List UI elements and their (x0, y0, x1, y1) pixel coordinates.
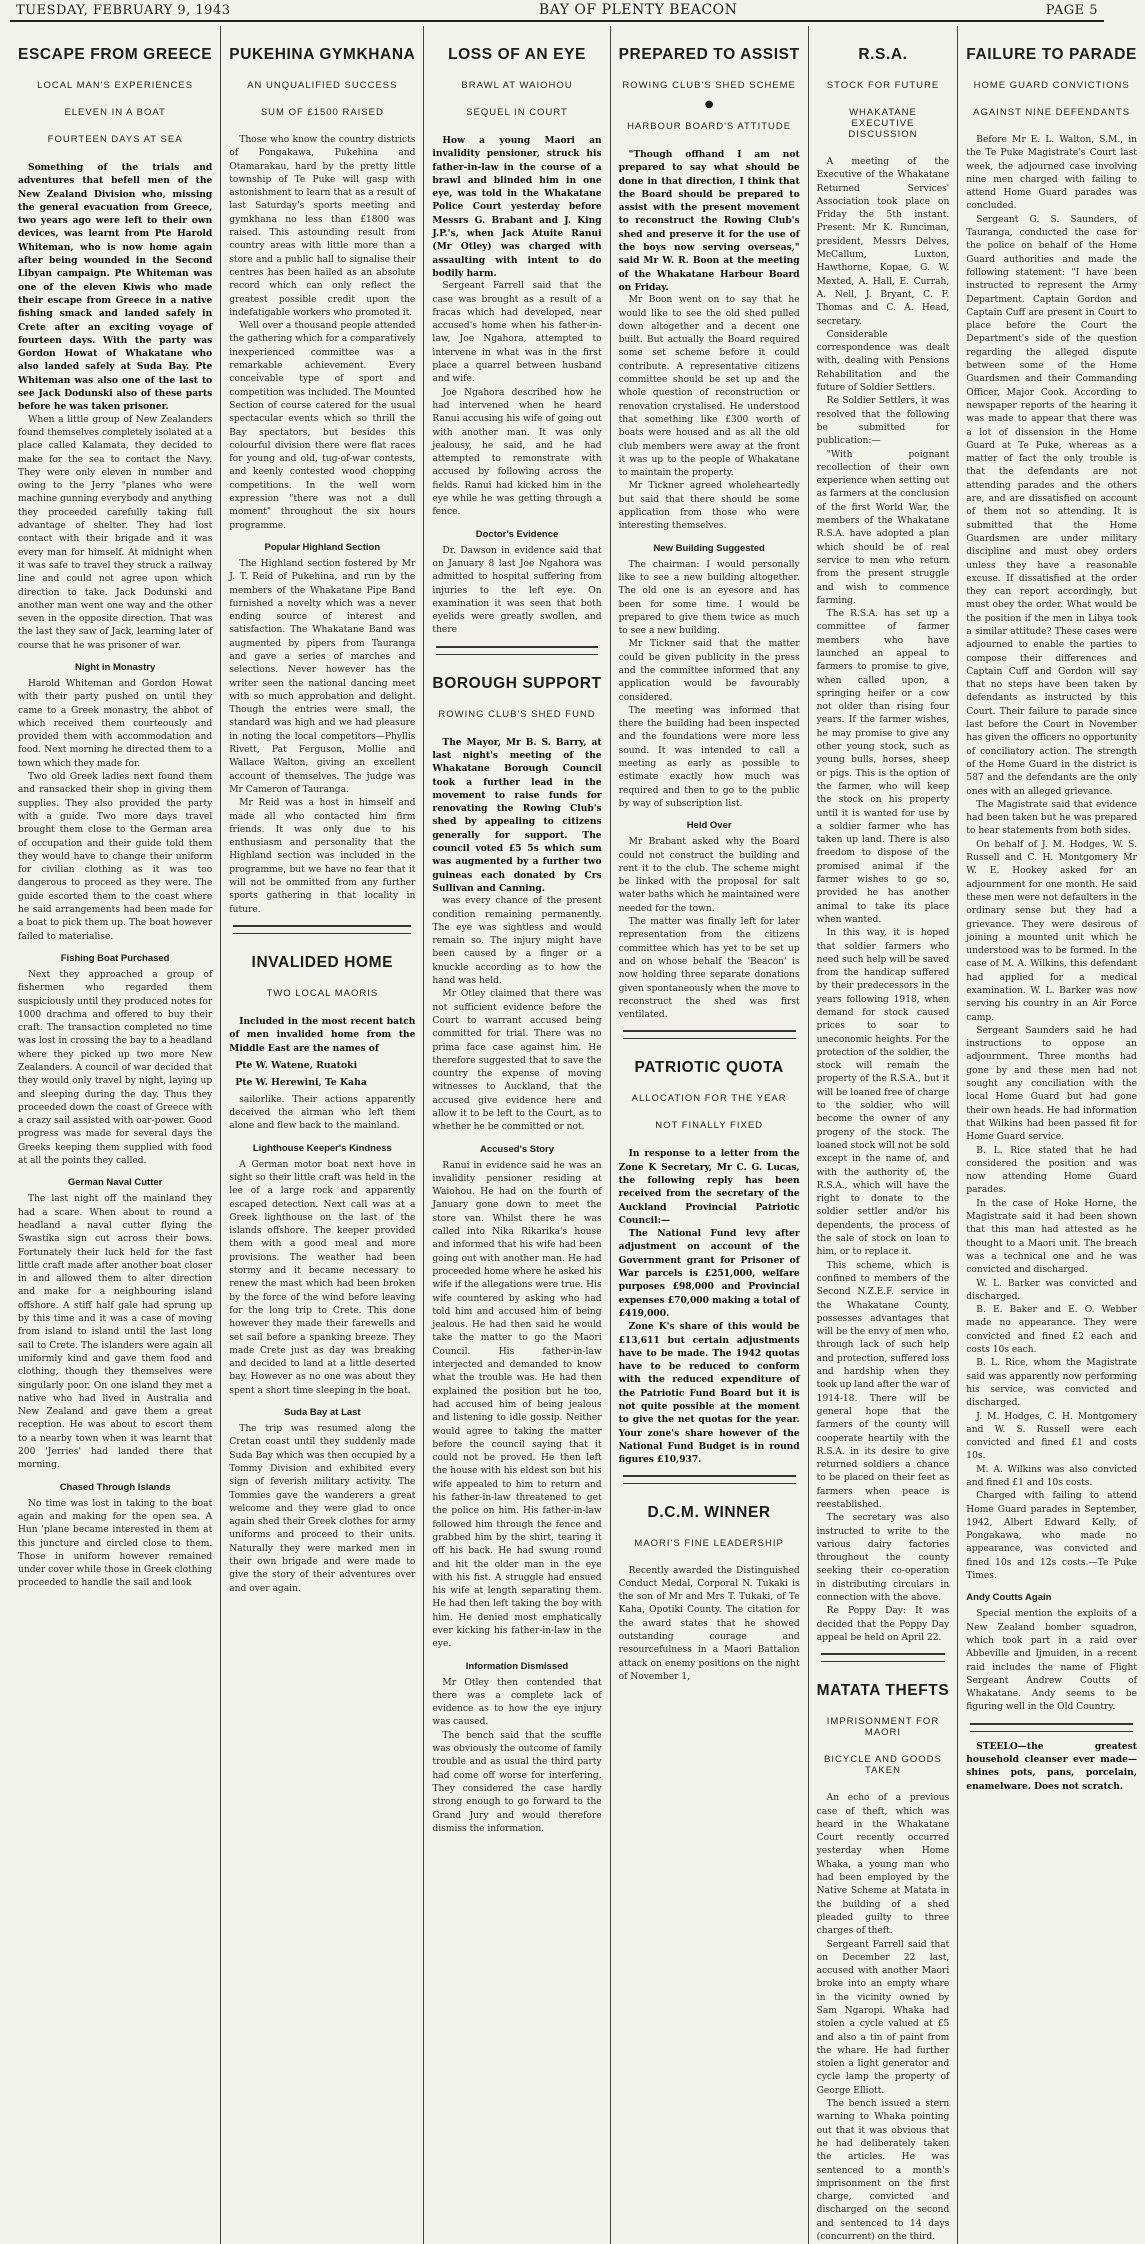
advertisement: STEELO—the greatest household cleanser ever made—shines pots, pans, porcelain, enamelware. Does not scratch. (966, 1740, 1137, 1792)
paragraph: Those who know the country districts of Pongakawa, Pukehina and Otamarakau, hard by the pretty little township of Te Puke will gasp with astonishment to learn that as a result of last Saturday's sports meeting and gymkhana no less than £1800 was raised. This astounding result from country areas with little more than a store and a public hall to signalise their centres has been hailed as an absolute record which can only reflect the greatest possible credit upon the indefatigable workers who promoted it. (229, 135, 416, 318)
paragraph: The trip was resumed along the Cretan coast until they suddenly made Suda Bay which was then occupied by a Tommy Division and exhibited every sign of feverish military activity. The Tommies gave the wanderers a great welcome and they were glad to once again shed their Greek clothes for army uniforms and proceed to their units. Naturally they were marked men in their own brigade and were made to give the story of their adventures over and over again. (229, 1424, 416, 1594)
paragraph: Mr Otley then contended that there was a complete lack of evidence as to how the eye injury was caused. (432, 1677, 602, 1728)
page-number: PAGE 5 (1045, 3, 1098, 18)
subhead: WHAKATANE EXECUTIVE DISCUSSION (848, 107, 918, 140)
divider-rule (436, 646, 597, 655)
subhead: ROWING CLUB'S SHED FUND (438, 708, 596, 720)
paragraph: Charged with failing to attend Home Guard parades in September, 1942, Albert Edward Kelly, of Pongakawa, who made no appearance, was convicted and fined 10s and 12s costs.—Te Puke Times. (966, 1491, 1137, 1582)
subhead: HOME GUARD CONVICTIONS (973, 80, 1130, 91)
subhead: ELEVEN IN A BOAT (64, 107, 166, 118)
headline-borough-support: BOROUGH SUPPORT (432, 674, 602, 692)
section-heading: Lighthouse Keeper's Kindness (252, 1142, 392, 1154)
paragraph: Sergeant Farrell said that the case was brought as a result of a fracas which had developed, near accused's home when his father-in-law, Joe Ngahora, attempted to intervene in what was in the first place a quarrel between husband and wife. (432, 281, 602, 385)
paragraph: A meeting of the Executive of the Whakatane Returned Services' Association took place on Friday the 5th instant. Present: Mr K. Runciman, president, Messrs Delves, McCallum, Luxton, Hawthorne, Kopae, G. W. Mexted, A. Hall, E. Currah, A. Nell, J. Bryant, C. F. Thomas and C. A. Head, secretary. (816, 157, 950, 327)
issue-date: TUESDAY, FEBRUARY 9, 1943 (16, 3, 231, 18)
section-heading: Accused's Story (479, 1143, 555, 1155)
paragraph: In this way, it is hoped that soldier farmers who need such help will be saved from the handicap suffered by their predecessors in the years following 1918, when demand for stock caused prices to soar to uneconomic heights. For the protection of the soldier, the stock will remain the property of the R.S.A., but it will be loaned free of charge to the soldier, who will become the owner of any progeny of the stock. The loaned stock will not be sold except in the name of, and with the authority of, the R.S.A., which will have the right to donate to the soldier settler and/or his dependents, the process of the sale of stock on loan to him, or to replace it. (816, 928, 950, 1258)
subhead: LOCAL MAN'S EXPERIENCES (37, 80, 194, 91)
article-lead: Zone K's share of this would be £13,611 but certain adjustments have to be made. The 1942 quotas have to be reduced to conform with the reduced expenditure of the Patriotic Fund Board but it is not quite possible at the moment to give the net quotas for the year. Your zone's share however of the National Fund Budget is in round figures £10,937. (618, 1321, 800, 1466)
paragraph: M. A. Wilkins was also convicted and fined £1 and 10s costs. (966, 1464, 1137, 1488)
paragraph: was every chance of the present condition remaining permanently. The eye was sightless and would remain so. The injury might have been caused by a finger or a knuckle according as to how the hand was held. (432, 896, 602, 987)
divider-rule (623, 1030, 796, 1039)
section-heading: Night in Monastry (75, 661, 156, 673)
subhead: IMPRISONMENT FOR MAORI (826, 1716, 940, 1739)
paragraph: B. L. Rice stated that he had considered the position and was now attending Home Guard parades. (966, 1145, 1137, 1196)
paragraph: When a little group of New Zealanders found themselves completely isolated at a place called Kalamata, they decided to make for the sea to contact the Navy. They were only eleven in number and owing to the Jerry "planes who were machine gunning everybody and anything they proceeded carefully taking full advantage of shelter. They had lost contact with their brigade and it was every man for himself. At midnight when it was safe to travel they struck a railway line and could not agree upon which direction to take. Jack Dodunski and another man went one way and the other seven in the opposite direction. That was the last they saw of Jack, learning later of course that he was prisoner of war. (18, 414, 213, 651)
section-heading: Held Over (686, 820, 732, 832)
article-lead: Something of the trials and adventures that befell men of the New Zealand Division who, missing the general evacuation from Greece, two years ago were left to their own devices, was learnt from Pte Harold Whiteman, who is now home again after being wounded in the Second Libyan campaign. Pte Whiteman was one of the eleven Kiwis who made their escape from Greece in a native fishing smack and landed safely in Crete after an exciting voyage of fourteen days. With the party was Gordon Howat of Whakatane who also landed safely at Suda Bay. Pte Whiteman was also one of the last to see Jack Dodunski also of these parts before he was taken prisoner. (18, 162, 213, 413)
paragraph: Sergeant G. S. Saunders, of Tauranga, conducted the case for the police on behalf of the Home Guard authorities and made the following statement: "I have been instructed to represent the Army Department. Captain Gordon and Captain Cuff are present in Court to place before the Court the Department's side of the question regarding the alleged dispute between some of the Home Guardsmen and their Commanding Officer, Major Cook. According to newspaper reports of the hearing it was made to appear that there was a lot of dissension in the Home Guard at Te Puke, whereas as a matter of fact the only trouble is that the defendants are not attending parades and the others are, and are dissatisfied on account of them not so attending. It is submitted that the Home Guardsmen are under military discipline and must obey orders unless they have a reasonable excuse. If dissatisfied at the order they can report accordingly, but must obey the order. What would be the position if the men in Libya took a similar attitude? These cases were adjourned to enable the parties to compose their differences and Captain Cuff and Gordon will say that no steps have been taken by defendants as instructed by this Court. Their failure to parade since last before the Court in November has given the officers no opportunity of conciliatory action. The strength of the Home Guard in the district is 587 and the defendants are the only ones with an alleged grievance. (966, 214, 1137, 797)
section-heading: Fishing Boat Purchased (60, 952, 170, 964)
article-lead: Included in the most recent batch of men invalided home from the Middle East are the names of (229, 1015, 416, 1054)
paragraph: "With poignant recollection of their own experience when setting out as farmers at the conclusion of the first World War, the members of the Whakatane R.S.A. have adopted a plan which should be of real service to men who return from the present struggle and wish to commence farming. (816, 449, 950, 606)
paragraph: Two old Greek ladies next found them and ransacked their shop in giving them supplies. They also provided the party with a guide. Two more days travel brought them close to the German area of occupation and their guide told them they would have to change their uniform for civilian clothing as it was too dangerous to proceed as they were. The guide escorted them to the coast where he said arrangements had been made for a boat to pick them up. The boat however failed to materialise. (18, 772, 213, 942)
name-line: Pte W. Watene, Ruatoki (235, 1059, 358, 1071)
subhead: NOT FINALLY FIXED (655, 1120, 764, 1132)
paragraph: Sergeant Saunders said he had instructions to oppose an adjournment. Three months had gone by and these men had not sought any conciliation with the local Home Guard but had gone their own heads. He had information that Wilkins had been passed fit for Home Guard service. (966, 1025, 1137, 1143)
paragraph: Joe Ngahora described how he had intervened when he heard Ranui accusing his wife of going out with another man. It was only jealousy, he said, and he had attempted to remonstrate with accused by following across the fields. Ranui had kicked him in the eye while he was getting through a fence. (432, 387, 602, 518)
paragraph: The last night off the mainland they had a scare. When about to round a headland a naval cutter flying the Swastika sign cut across their bows. Fortunately their luck held for the fast little craft made after another boat closer in and allowed them to alter direction and make for a neighbouring island offshore. A stiff half gale had sprung up by this time and it was a case of moving from island to island until the last long sail to Crete. The islanders were again all uniformly kind and gave them food and clothing, though they themselves were singularly poor. On one island they met a native who had lived in Australia and New Zealand and gave them a great reception. He was about to escort them to a nearby town when it was learnt that 200 'Jerries' had landed there that morning. (18, 1194, 213, 1471)
section-heading: Chased Through Islands (59, 1481, 171, 1493)
section-heading: New Building Suggested (653, 542, 765, 554)
divider-rule (970, 1723, 1133, 1732)
paragraph: The Magistrate said that evidence had been taken but he was prepared to hear statements from both sides. (966, 799, 1137, 837)
headline-rsa: R.S.A. (858, 46, 908, 63)
section-heading: German Naval Cutter (67, 1177, 163, 1189)
subhead: MAORI'S FINE LEADERSHIP (634, 1537, 784, 1549)
article-lead: The National Fund levy after adjustment on account of the Government grant for Prisoner of War parcels is £251,000, welfare purposes £98,000 and Provincial expenses £70,000 making a total of £419,000. (618, 1228, 800, 1319)
name-line: Pte W. Herewini, Te Kaha (235, 1077, 367, 1089)
subhead: AGAINST NINE DEFENDANTS (973, 107, 1131, 118)
paragraph: Recently awarded the Distinguished Conduct Medal, Corporal N. Tukaki is the son of Mr and Mrs T. Tukaki, of Te Kaha, Opotiki County. The citation for the award states that he showed outstanding courage and resourcefulness in a Maori Battalion attack on enemy positions on the night of November 1, (618, 1565, 800, 1682)
subhead: STOCK FOR FUTURE (826, 80, 940, 91)
divider-rule (233, 925, 411, 934)
column-4 (611, 26, 809, 2244)
subhead: TWO LOCAL MAORIS (266, 987, 379, 999)
paragraph: Mr Tickner agreed wholeheartedly but said that there should be some application from those who were interesting themselves. (618, 481, 800, 532)
subhead: SUM OF £1500 RAISED (260, 107, 384, 118)
paragraph: B. L. Rice, whom the Magistrate said was apparently now performing his service, was convicted and discharged. (966, 1358, 1137, 1409)
column-2 (221, 26, 424, 2244)
paragraph: Mr Brabant asked why the Board could not construct the building and rent it to the club. The scheme might be linked with the proposal for salt water baths which he maintained were needed for the town. (618, 837, 800, 914)
paragraph: In the case of Hoke Horne, the Magistrate said it had been shown that this man had attested as he thought to a Maori unit. The breach was a technical one and he was convicted and discharged. (966, 1198, 1137, 1276)
paragraph: Re Soldier Settlers, it was resolved that the following be submitted for publication:— (816, 396, 950, 447)
paragraph: The chairman: I would personally like to see a new building altogether. The old one is an eyesore and has been for some time. I would be prepared to give them twice as much to see a new building. (618, 559, 800, 637)
subhead: AN UNQUALIFIED SUCCESS (247, 80, 398, 91)
paragraph: Re Poppy Day: It was decided that the Poppy Day appeal be held on April 22. (816, 1606, 950, 1643)
headline-loss-of-an-eye: LOSS OF AN EYE (448, 46, 586, 63)
headline-prepared-to-assist: PREPARED TO ASSIST (618, 46, 800, 63)
paragraph: Well over a thousand people attended the gathering which for a comparatively inexperienced committee was a remarkable achievement. Every conceivable type of sport and competition was included. The Mounted Section of course catered for the usual spectacular events which so thrill the Bay spectators, but besides this colourful division there were flat races for young and old, tug-of-war contests, and keenly contested wood chopping competitions. In the well worn expression "there was not a dull moment" throughout the six hours programme. (229, 321, 416, 531)
section-heading: Andy Coutts Again (966, 1592, 1052, 1604)
paragraph: J. M. Hodges, C. H. Montgomery and W. S. Russell were each convicted and fined £1 and costs 10s. (966, 1411, 1137, 1462)
section-heading: Popular Highland Section (264, 541, 381, 553)
column-3 (424, 26, 610, 2244)
paragraph: A German motor boat next hove in sight so their little craft was held in the lee of a large rock and apparently escaped detection. Next call was at a Greek lighthouse on the last of the islands offshore. The keeper provided them with a good meal and more provisions. The weather had been stormy and it became necessary to renew the mast which had been broken by the force of the wind before leaving for the long trip to Crete. This done however they made their farewells and set sail before a spanking breeze. They made Crete just as day was breaking and decided to land at a little deserted bay. However as no one was about they spent a short time sleeping in the boat. (229, 1159, 416, 1396)
headline-invalided-home: INVALIDED HOME (251, 953, 394, 971)
paragraph: The bench said that the scuffle was obviously the outcome of family trouble and as usual the third party had come off worse for interfering. They considered the case hardly strong enough to go forward to the Grand Jury and would therefore dismiss the information. (432, 1730, 602, 1834)
paragraph: Dr. Dawson in evidence said that on January 8 last Joe Ngahora was admitted to hospital suffering from injuries to the left eye. On examination it was seen that both eyelids were greatly swollen, and there (432, 545, 602, 636)
paragraph: The bench issued a stern warning to Whaka pointing out that it was obvious that he had deliberately taken the articles. He was sentenced to a month's imprisonment on the first charge, convicted and discharged on the second and sentenced to 14 days (concurrent) on the third. (816, 2099, 950, 2243)
paragraph: Mr Tickner said that the matter could be given publicity in the press and the committee informed that any application would be favourably considered. (618, 639, 800, 703)
subhead: HARBOUR BOARD'S ATTITUDE (627, 121, 792, 132)
paragraph: Considerable correspondence was dealt with, dealing with Pensions Rehabilitation and the future of Soldier Settlers. (816, 329, 950, 394)
column-6 (958, 26, 1145, 2244)
masthead (10, 0, 1104, 22)
columns (10, 26, 1137, 2243)
paragraph: No time was lost in taking to the boat again and making for the open sea. A Hun 'plane became interested in them at this juncture and circled close to them. Those in uniform however remained under cover while those in Greek clothing proceeded to handle the sail and look (18, 1498, 213, 1589)
ornament-icon: ● (704, 99, 714, 110)
paragraph: The Highland section fostered by Mr J. T. Reid of Pukehina, and run by the members of the Whakatane Pipe Band furnished a novelty which was a never ending source of interest and satisfaction. The Whakatane Band was augmented by pipers from Tauranga and gave a series of marches and selections. Never however has the writer seen the national dancing meet with so much approbation and delight. Though the entries were small, the standard was high and we had pleasure in noting the local competitors—Phyllis Rivett, Pat Ferguson, Mollie and Wallace Walton, giving an excellent account of themselves. The judge was Mr Cameron of Tauranga. (229, 558, 416, 795)
subhead: FOURTEEN DAYS AT SEA (47, 134, 183, 145)
paragraph: W. L. Barker was convicted and discharged. (966, 1278, 1137, 1302)
column-1 (10, 26, 221, 2244)
paragraph: On behalf of J. M. Hodges, W. S. Russell and C. H. Montgomery Mr W. E. Hookey asked for an adjournment for one month. He said these men were not defaulters in the ordinary sense but they had a grievance. They were desirous of joining a mounted unit which he understood was to be formed. In the case of M. A. Wilkins, this defendant had applied for a medical examination. W. L. Barker was now serving his country in an Air Force camp. (966, 839, 1137, 1023)
subhead: ALLOCATION FOR THE YEAR (631, 1093, 787, 1105)
headline-patriotic-quota: PATRIOTIC QUOTA (634, 1059, 784, 1077)
paragraph: An echo of a previous case of theft, which was heard in the Whakatane Court recently occurred yesterday when Home Whaka, a young man who had been employed by the Native Scheme at Matata in the building of a shed pleaded guilty to three charges of theft. (816, 1793, 950, 1937)
article-lead: How a young Maori an invalidity pensioner, struck his father-in-law in the course of a brawl and blinded him in one eye, was told in the Whakatane Police Court yesterday before Messrs G. Brabant and J. King J.P.'s, when Jack Atuite Ranui (Mr Otley) was charged with assaulting with intent to do bodily harm. (432, 135, 602, 279)
headline-escape-from-greece: ESCAPE FROM GREECE (18, 46, 213, 63)
headline-dcm-winner: D.C.M. WINNER (647, 1503, 771, 1521)
section-heading: Suda Bay at Last (284, 1407, 361, 1419)
section-heading: Doctor's Evidence (475, 528, 559, 540)
column-5 (809, 26, 959, 2244)
paragraph: Ranui in evidence said he was an invalidity pensioner residing at Waiohou. He had on the fourth of January gone down to meet the store van. Whilst there he was called into Nika Rikarika's house and informed that his wife had been going out with another man. He had proceeded home where he asked his wife if the allegations were true. His wife countered by asking who had told him and accused him of being jealous. He had then said he would take the matter to go the Maori Council. His father-in-law interjected and demanded to know what the trouble was. He had then explained the position but he too, had accused him of being jealous and listening to idle gossip. Neither would agree to taking the matter before the council saying that it could not be proved. He then left the house with his eldest son but his wife appealed to him to return and his father-in-law threatened to get the police on him. His father-in-law followed him through the fence and grabbed him by the shirt, tearing it off his back. He had swung round and hit the older man in the eye with his fist. A struggle had ensued his wife at length separating them. He had then left taking the boy with him. He denied most emphatically ever kicking his father-in-law in the eye. (432, 1160, 602, 1650)
paragraph: Mr Otley claimed that there was not sufficient evidence before the Court to warrant accused being committed for trial. There was no prima face case against him. He therefore suggested that to save the country the expense of moving witnesses to Auckland, that the accused give evidence here and allow it to be left to the Court, as to whether he be committed or not. (432, 989, 602, 1133)
headline-matata-thefts: MATATA THEFTS (816, 1682, 950, 1700)
paragraph: Before Mr E. L. Walton, S.M., in the Te Puke Magistrate's Court last week, the adjourned case involving nine men charged with failing to attend Home Guard parades was concluded. (966, 135, 1137, 212)
paragraph: Special mention the exploits of a New Zealand bomber squadron, which took part in a raid over Abbeville and Ijmuiden, in a recent raid includes the name of Flight Sergeant Andrew Coutts of Whakatane. Andy seems to be figuring well in the Old Country. (966, 1609, 1137, 1713)
paragraph: B. E. Baker and E. O. Webber made no appearance. They were convicted and fined £2 each and costs 10s each. (966, 1305, 1137, 1356)
paragraph: Next they approached a group of fishermen who regarded them suspiciously until they produced notes for 1000 drachma and offered to buy their craft. The transaction completed no time was lost in crossing the bay to a headland where they picked up two more New Zealanders. A council of war decided that they would only travel by night, laying up and sleeping during the day. Thus they proceeded down the coast of Greece with a crazy sail assisted with oar-power. Good progress was made for several days the Greeks keeping them supplied with food at all the points they called. (18, 969, 213, 1167)
subhead: BRAWL AT WAIOHOU (461, 80, 573, 91)
section-heading: Information Dismissed (465, 1660, 569, 1672)
paper-name: BAY OF PLENTY BEACON (538, 2, 738, 18)
paragraph: The secretary was also instructed to write to the various dairy factories throughout the county seeking their co-operation in distributing circulars in connection with the above. (816, 1513, 950, 1604)
subhead: SEQUEL IN COURT (466, 107, 568, 118)
paragraph: This scheme, which is confined to members of the Second N.Z.E.F. service in the Whakatane County, possesses advantages that will be the envy of men who, through lack of such help and protection, suffered loss and hardship when they took up land after the war of 1914-18. There will be general hope that the farmers of the county will cooperate heartily with the R.S.A. in its desire to give returned soldiers a chance to be placed on their feet as farmers when peace is reestablished. (816, 1260, 950, 1510)
paragraph: Sergeant Farrell said that on December 22 last, accused with another Maori broke into an empty whare in the vicinity owned by Sam Ngaropi. Whaka had stolen a cycle valued at £5 and also a tin of paint from the whare. He had further stolen a light generator and cycle lamp the property of George Elliott. (816, 1939, 950, 2096)
paragraph: The R.S.A. has set up a committee of farmer members who have launched an appeal to farmers to promise to give, when called upon, a springing heifer or a cow not older than rising four years. If the farmer wishes, he may promise to give any other young stock, such as young bulls, horses, sheep or pigs. This is the option of the farmer, who will keep the stock on his property until it is wanted for use by a soldier farmer who has taken up land. There is also freedom to dispose of the promised animal if the farmer wishes to go so, provided he has another animal to take its place when wanted. (816, 609, 950, 925)
paragraph: The matter was finally left for later representation from the citizens committee which has yet to be set up and on whose behalf the 'Beacon' is now holding three separate donations given spontaneously when the move to reconstruct the shed was first ventilated. (618, 917, 800, 1021)
divider-rule (623, 1475, 796, 1484)
article-lead: In response to a letter from the Zone K Secretary, Mr C. G. Lucas, the following reply has been received from the secretary of the Auckland Provincial Patriotic Council:— (618, 1148, 800, 1226)
headline-failure-to-parade: FAILURE TO PARADE (966, 46, 1137, 63)
subhead: ROWING CLUB'S SHED SCHEME (622, 80, 796, 91)
article-lead: "Though offhand I am not prepared to say what should be done in that direction, I think that the Board should be prepared to assist with the present movement to reconstruct the Rowing Club's shed and preserve it for the use of the boys now serving overseas," said Mr W. R. Boon at the meeting of the Whakatane Harbour Board on Friday. (618, 149, 800, 293)
subhead: BICYCLE AND GOODS TAKEN (824, 1754, 942, 1777)
divider-rule (821, 1653, 946, 1662)
paragraph: Mr Boon went on to say that he would like to see the old shed pulled down altogether and a decent one built. But actually the Board required some set scheme before it could contribute. A representative citizens committee should be set up and the whole question of reconstruction or renovation crystalised. He understood that something like £300 worth of boats were housed and as all the old club members were away at the front it was up to the people of Whakatane to maintain the property. (618, 295, 800, 479)
article-lead: The Mayor, Mr B. S. Barry, at last night's meeting of the Whakatane Borough Council took a further lead in the movement to raise funds for renovating the Rowing Club's shed by appealing to citizens generally for support. The council voted £5 5s which sum was augmented by a further two guineas each donated by Crs Sullivan and Canning. (432, 736, 602, 894)
paragraph: Harold Whiteman and Gordon Howat with their party pushed on until they came to a Greek monastry, the abbot of which received them courteously and provided them with accommodation and food. Next morning he directed them to a town which they made for. (18, 678, 213, 769)
headline-pukehina-gymkhana: PUKEHINA GYMKHANA (229, 46, 416, 63)
paragraph: sailorlike. Their actions apparently deceived the airman who left them alone and flew back to the mainland. (229, 1094, 416, 1132)
paragraph: The meeting was informed that there the building had been inspected and the foundations were more less sound. It was intended to call a meeting as early as possible to estimate exactly how much was required and then to go to the public by way of subscription list. (618, 705, 800, 809)
paragraph: Mr Reid was a host in himself and made all who contacted him firm friends. It was only due to his enthusiasm and personality that the Highland section was included in the programme, but we have no fear that it will not be ommitted from any further sports gathering in that locality in future. (229, 798, 416, 915)
